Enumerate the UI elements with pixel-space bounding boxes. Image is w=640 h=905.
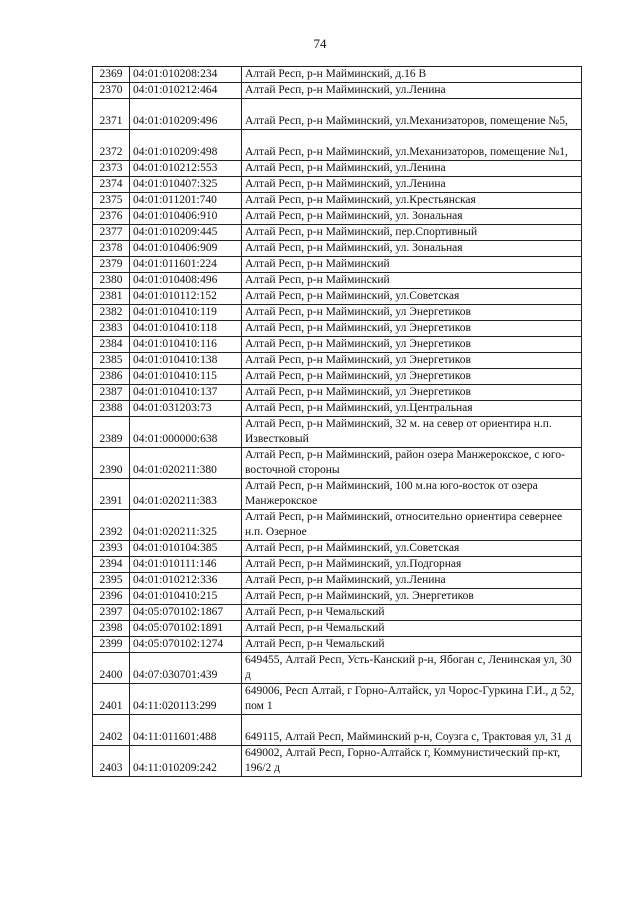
- row-number: 2382: [93, 305, 130, 321]
- address: Алтай Респ, р-н Чемальский: [242, 621, 582, 637]
- cadastral-number: 04:01:010209:445: [130, 225, 242, 241]
- table-row: [93, 289, 582, 305]
- address: Алтай Респ, р-н Майминский, пер.Спортивный: [242, 225, 582, 241]
- address: Алтай Респ, р-н Майминский, ул Энергетиков: [242, 369, 582, 385]
- table-row: [93, 605, 582, 621]
- cadastral-number: 04:01:010410:116: [130, 337, 242, 353]
- address: Алтай Респ, р-н Майминский, ул.Центральная: [242, 401, 582, 417]
- row-number: 2397: [93, 605, 130, 621]
- table-row: [93, 715, 582, 746]
- table-row: [93, 177, 582, 193]
- address: 649006, Респ Алтай, г Горно-Алтайск, ул Чорос-Гуркина Г.И., д 52, пом 1: [242, 684, 582, 715]
- table-row: [93, 385, 582, 401]
- address: Алтай Респ, р-н Майминский, ул.Ленина: [242, 161, 582, 177]
- row-number: 2399: [93, 637, 130, 653]
- table-row: [93, 589, 582, 605]
- row-number: 2401: [93, 684, 130, 715]
- address: Алтай Респ, р-н Майминский, 100 м.на юго-восток от озера Манжерокское: [242, 479, 582, 510]
- address: Алтай Респ, р-н Майминский, ул. Зональная: [242, 209, 582, 225]
- address: Алтай Респ, р-н Майминский, относительно ориентира севернее н.п. Озерное: [242, 510, 582, 541]
- address: Алтай Респ, р-н Майминский, ул. Зональная: [242, 241, 582, 257]
- table-row: [93, 401, 582, 417]
- cadastral-number: 04:01:010212:464: [130, 83, 242, 99]
- row-number: 2384: [93, 337, 130, 353]
- address: Алтай Респ, р-н Майминский, ул. Энергетиков: [242, 589, 582, 605]
- cadastral-number: 04:01:010410:215: [130, 589, 242, 605]
- table-row: [93, 684, 582, 715]
- table-row: [93, 67, 582, 83]
- row-number: 2389: [93, 417, 130, 448]
- registry-table: [92, 66, 582, 777]
- row-number: 2376: [93, 209, 130, 225]
- table-row: [93, 369, 582, 385]
- row-number: 2371: [93, 99, 130, 130]
- table-row: [93, 241, 582, 257]
- cadastral-number: 04:01:010112:152: [130, 289, 242, 305]
- address: Алтай Респ, р-н Майминский, ул.Ленина: [242, 177, 582, 193]
- address: Алтай Респ, р-н Чемальский: [242, 605, 582, 621]
- page-number: 74: [313, 36, 327, 51]
- row-number: 2369: [93, 67, 130, 83]
- table-row: [93, 225, 582, 241]
- table-row: [93, 417, 582, 448]
- address: Алтай Респ, р-н Майминский, ул.Механизаторов, помещение №5,: [242, 99, 582, 130]
- cadastral-number: 04:05:070102:1891: [130, 621, 242, 637]
- cadastral-number: 04:01:010209:496: [130, 99, 242, 130]
- row-number: 2396: [93, 589, 130, 605]
- row-number: 2385: [93, 353, 130, 369]
- row-number: 2374: [93, 177, 130, 193]
- cadastral-number: 04:11:011601:488: [130, 715, 242, 746]
- row-number: 2370: [93, 83, 130, 99]
- cadastral-number: 04:01:010111:146: [130, 557, 242, 573]
- address: Алтай Респ, р-н Майминский, д.16 В: [242, 67, 582, 83]
- cadastral-number: 04:01:020211:380: [130, 448, 242, 479]
- row-number: 2387: [93, 385, 130, 401]
- address: Алтай Респ, р-н Майминский, район озера Манжерокское, с юго-восточной стороны: [242, 448, 582, 479]
- address: Алтай Респ, р-н Майминский, ул.Ленина: [242, 573, 582, 589]
- table-row: [93, 573, 582, 589]
- cadastral-number: 04:01:010104:385: [130, 541, 242, 557]
- table-row: [93, 637, 582, 653]
- address: Алтай Респ, р-н Майминский, ул Энергетиков: [242, 305, 582, 321]
- address: Алтай Респ, р-н Чемальский: [242, 637, 582, 653]
- row-number: 2391: [93, 479, 130, 510]
- row-number: 2380: [93, 273, 130, 289]
- address: Алтай Респ, р-н Майминский: [242, 273, 582, 289]
- row-number: 2390: [93, 448, 130, 479]
- row-number: 2388: [93, 401, 130, 417]
- registry-table-body: [93, 67, 582, 777]
- cadastral-number: 04:01:031203:73: [130, 401, 242, 417]
- row-number: 2375: [93, 193, 130, 209]
- row-number: 2403: [93, 746, 130, 777]
- row-number: 2381: [93, 289, 130, 305]
- address: Алтай Респ, р-н Майминский, ул.Подгорная: [242, 557, 582, 573]
- cadastral-number: 04:01:020211:325: [130, 510, 242, 541]
- row-number: 2378: [93, 241, 130, 257]
- table-row: [93, 557, 582, 573]
- table-row: [93, 621, 582, 637]
- cadastral-number: 04:11:020113:299: [130, 684, 242, 715]
- address: 649455, Алтай Респ, Усть-Канский р-н, Ябоган с, Ленинская ул, 30 д: [242, 653, 582, 684]
- row-number: 2372: [93, 130, 130, 161]
- row-number: 2377: [93, 225, 130, 241]
- row-number: 2379: [93, 257, 130, 273]
- cadastral-number: 04:01:010410:138: [130, 353, 242, 369]
- cadastral-number: 04:01:011601:224: [130, 257, 242, 273]
- cadastral-number: 04:01:010406:910: [130, 209, 242, 225]
- cadastral-number: 04:01:010408:496: [130, 273, 242, 289]
- cadastral-number: 04:11:010209:242: [130, 746, 242, 777]
- address: Алтай Респ, р-н Майминский, ул.Механизаторов, помещение №1,: [242, 130, 582, 161]
- cadastral-number: 04:05:070102:1274: [130, 637, 242, 653]
- table-row: [93, 337, 582, 353]
- cadastral-number: 04:01:011201:740: [130, 193, 242, 209]
- cadastral-number: 04:01:010410:115: [130, 369, 242, 385]
- cadastral-number: 04:01:010410:119: [130, 305, 242, 321]
- cadastral-number: 04:01:010209:498: [130, 130, 242, 161]
- table-row: [93, 305, 582, 321]
- table-row: [93, 353, 582, 369]
- table-row: [93, 448, 582, 479]
- cadastral-number: 04:01:010406:909: [130, 241, 242, 257]
- cadastral-number: 04:01:010212:553: [130, 161, 242, 177]
- table-row: [93, 99, 582, 130]
- cadastral-number: 04:01:010212:336: [130, 573, 242, 589]
- table-row: [93, 746, 582, 777]
- row-number: 2393: [93, 541, 130, 557]
- row-number: 2386: [93, 369, 130, 385]
- row-number: 2402: [93, 715, 130, 746]
- address: 649115, Алтай Респ, Майминский р-н, Соузга с, Трактовая ул, 31 д: [242, 715, 582, 746]
- table-row: [93, 130, 582, 161]
- row-number: 2395: [93, 573, 130, 589]
- cadastral-number: 04:07:030701:439: [130, 653, 242, 684]
- table-row: [93, 161, 582, 177]
- table-row: [93, 193, 582, 209]
- table-row: [93, 83, 582, 99]
- cadastral-number: 04:01:010208:234: [130, 67, 242, 83]
- cadastral-number: 04:01:010410:137: [130, 385, 242, 401]
- row-number: 2373: [93, 161, 130, 177]
- table-row: [93, 257, 582, 273]
- cadastral-number: 04:01:020211:383: [130, 479, 242, 510]
- table-row: [93, 273, 582, 289]
- address: Алтай Респ, р-н Майминский, 32 м. на север от ориентира н.п. Известковый: [242, 417, 582, 448]
- cadastral-number: 04:01:010410:118: [130, 321, 242, 337]
- cadastral-number: 04:05:070102:1867: [130, 605, 242, 621]
- row-number: 2398: [93, 621, 130, 637]
- cadastral-number: 04:01:010407:325: [130, 177, 242, 193]
- table-row: [93, 510, 582, 541]
- table-row: [93, 479, 582, 510]
- address: Алтай Респ, р-н Майминский, ул.Советская: [242, 289, 582, 305]
- address: 649002, Алтай Респ, Горно-Алтайск г, Коммунистический пр-кт, 196/2 д: [242, 746, 582, 777]
- address: Алтай Респ, р-н Майминский, ул.Советская: [242, 541, 582, 557]
- row-number: 2394: [93, 557, 130, 573]
- row-number: 2383: [93, 321, 130, 337]
- row-number: 2400: [93, 653, 130, 684]
- address: Алтай Респ, р-н Майминский, ул Энергетиков: [242, 385, 582, 401]
- address: Алтай Респ, р-н Майминский, ул Энергетиков: [242, 337, 582, 353]
- table-row: [93, 209, 582, 225]
- table-row: [93, 541, 582, 557]
- cadastral-number: 04:01:000000:638: [130, 417, 242, 448]
- address: Алтай Респ, р-н Майминский, ул.Ленина: [242, 83, 582, 99]
- address: Алтай Респ, р-н Майминский, ул Энергетиков: [242, 321, 582, 337]
- row-number: 2392: [93, 510, 130, 541]
- address: Алтай Респ, р-н Майминский, ул.Крестьянская: [242, 193, 582, 209]
- address: Алтай Респ, р-н Майминский, ул Энергетиков: [242, 353, 582, 369]
- table-row: [93, 653, 582, 684]
- table-row: [93, 321, 582, 337]
- address: Алтай Респ, р-н Майминский: [242, 257, 582, 273]
